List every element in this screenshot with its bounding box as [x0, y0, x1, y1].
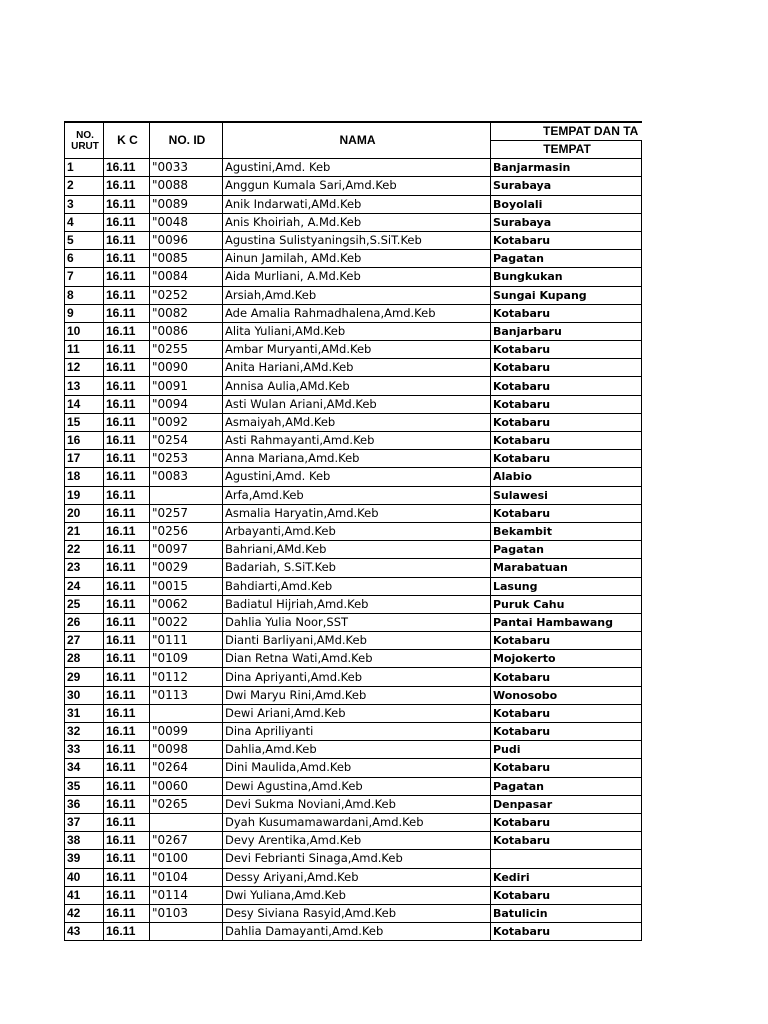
- cell-no[interactable]: 10: [65, 322, 104, 340]
- cell-no[interactable]: 23: [65, 559, 104, 577]
- cell-id[interactable]: "0096: [150, 231, 223, 249]
- cell-no[interactable]: 35: [65, 777, 104, 795]
- cell-tempat[interactable]: Kotabaru: [491, 450, 642, 468]
- cell-tempat[interactable]: Kotabaru: [491, 377, 642, 395]
- cell-kc[interactable]: 16.11: [104, 322, 150, 340]
- cell-kc[interactable]: 16.11: [104, 541, 150, 559]
- cell-kc[interactable]: 16.11: [104, 159, 150, 177]
- cell-no[interactable]: 8: [65, 286, 104, 304]
- cell-no[interactable]: 16: [65, 432, 104, 450]
- table-row: [65, 304, 642, 322]
- cell-no[interactable]: 25: [65, 595, 104, 613]
- cell-tempat[interactable]: Kotabaru: [491, 759, 642, 777]
- cell-nama[interactable]: Dahlia,Amd.Keb: [223, 741, 491, 759]
- cell-id[interactable]: "0082: [150, 304, 223, 322]
- cell-nama[interactable]: Anna Mariana,Amd.Keb: [223, 450, 491, 468]
- cell-id[interactable]: "0257: [150, 504, 223, 522]
- cell-tempat[interactable]: Kotabaru: [491, 395, 642, 413]
- cell-id[interactable]: "0097: [150, 541, 223, 559]
- table-row: [65, 413, 642, 431]
- cell-nama[interactable]: Arsiah,Amd.Keb: [223, 286, 491, 304]
- cell-nama[interactable]: Ambar Muryanti,AMd.Keb: [223, 341, 491, 359]
- table-row: [65, 486, 642, 504]
- cell-id[interactable]: [150, 813, 223, 831]
- cell-id[interactable]: "0111: [150, 632, 223, 650]
- table-row: [65, 468, 642, 486]
- cell-id[interactable]: "0265: [150, 795, 223, 813]
- table-row: [65, 741, 642, 759]
- cell-no[interactable]: 17: [65, 450, 104, 468]
- cell-id[interactable]: "0264: [150, 759, 223, 777]
- table-row: [65, 377, 642, 395]
- cell-no[interactable]: 39: [65, 850, 104, 868]
- cell-id[interactable]: "0104: [150, 868, 223, 886]
- cell-no[interactable]: 42: [65, 904, 104, 922]
- cell-id[interactable]: "0091: [150, 377, 223, 395]
- cell-kc[interactable]: 16.11: [104, 522, 150, 540]
- cell-id[interactable]: "0048: [150, 213, 223, 231]
- cell-kc[interactable]: 16.11: [104, 468, 150, 486]
- cell-no[interactable]: 34: [65, 759, 104, 777]
- table-row: [65, 723, 642, 741]
- cell-kc[interactable]: 16.11: [104, 213, 150, 231]
- cell-nama[interactable]: Dina Apriyanti,Amd.Keb: [223, 668, 491, 686]
- cell-no[interactable]: 38: [65, 832, 104, 850]
- cell-kc[interactable]: 16.11: [104, 850, 150, 868]
- cell-no[interactable]: 24: [65, 577, 104, 595]
- cell-no[interactable]: 9: [65, 304, 104, 322]
- cell-no[interactable]: 36: [65, 795, 104, 813]
- cell-id[interactable]: "0267: [150, 832, 223, 850]
- cell-tempat[interactable]: Sungai Kupang: [491, 286, 642, 304]
- cell-tempat[interactable]: Banjarbaru: [491, 322, 642, 340]
- cell-tempat[interactable]: Banjarmasin: [491, 159, 642, 177]
- cell-kc[interactable]: 16.11: [104, 886, 150, 904]
- cell-nama[interactable]: Badiatul Hijriah,Amd.Keb: [223, 595, 491, 613]
- cell-kc[interactable]: 16.11: [104, 304, 150, 322]
- table-row: [65, 177, 642, 195]
- cell-kc[interactable]: 16.11: [104, 795, 150, 813]
- cell-no[interactable]: 20: [65, 504, 104, 522]
- table-row: [65, 286, 642, 304]
- header-tempat-group: TEMPAT DAN TA: [491, 122, 642, 141]
- cell-id[interactable]: "0109: [150, 650, 223, 668]
- cell-id[interactable]: "0089: [150, 195, 223, 213]
- cell-id[interactable]: "0252: [150, 286, 223, 304]
- cell-no[interactable]: 22: [65, 541, 104, 559]
- table-row: [65, 522, 642, 540]
- cell-no[interactable]: 13: [65, 377, 104, 395]
- cell-kc[interactable]: 16.11: [104, 668, 150, 686]
- cell-tempat[interactable]: Marabatuan: [491, 559, 642, 577]
- table-row: [65, 668, 642, 686]
- cell-kc[interactable]: 16.11: [104, 504, 150, 522]
- table-row: [65, 613, 642, 631]
- cell-nama[interactable]: Dwi Yuliana,Amd.Keb: [223, 886, 491, 904]
- cell-no[interactable]: 3: [65, 195, 104, 213]
- table-row: [65, 577, 642, 595]
- table-row: [65, 359, 642, 377]
- cell-tempat[interactable]: Lasung: [491, 577, 642, 595]
- cell-tempat[interactable]: Bekambit: [491, 522, 642, 540]
- cell-nama[interactable]: Devi Sukma Noviani,Amd.Keb: [223, 795, 491, 813]
- cell-nama[interactable]: Dessy Ariyani,Amd.Keb: [223, 868, 491, 886]
- cell-tempat[interactable]: Kotabaru: [491, 886, 642, 904]
- cell-id[interactable]: "0029: [150, 559, 223, 577]
- cell-kc[interactable]: 16.11: [104, 832, 150, 850]
- table-row: [65, 813, 642, 831]
- cell-kc[interactable]: 16.11: [104, 268, 150, 286]
- table-row: [65, 395, 642, 413]
- cell-id[interactable]: "0088: [150, 177, 223, 195]
- cell-no[interactable]: 5: [65, 231, 104, 249]
- cell-id[interactable]: "0098: [150, 741, 223, 759]
- cell-nama[interactable]: Asmaiyah,AMd.Keb: [223, 413, 491, 431]
- cell-id[interactable]: "0094: [150, 395, 223, 413]
- cell-kc[interactable]: 16.11: [104, 377, 150, 395]
- table-row: [65, 595, 642, 613]
- cell-kc[interactable]: 16.11: [104, 632, 150, 650]
- cell-nama[interactable]: Asti Rahmayanti,Amd.Keb: [223, 432, 491, 450]
- cell-kc[interactable]: 16.11: [104, 686, 150, 704]
- header-nama: NAMA: [223, 122, 491, 159]
- cell-nama[interactable]: Annisa Aulia,AMd.Keb: [223, 377, 491, 395]
- table-row: [65, 250, 642, 268]
- cell-nama[interactable]: Dahlia Yulia Noor,SST: [223, 613, 491, 631]
- cell-nama[interactable]: Anggun Kumala Sari,Amd.Keb: [223, 177, 491, 195]
- cell-id[interactable]: "0255: [150, 341, 223, 359]
- cell-id[interactable]: "0114: [150, 886, 223, 904]
- cell-kc[interactable]: 16.11: [104, 450, 150, 468]
- cell-tempat[interactable]: Kotabaru: [491, 668, 642, 686]
- table-row: [65, 504, 642, 522]
- cell-no[interactable]: 31: [65, 704, 104, 722]
- cell-nama[interactable]: Dahlia Damayanti,Amd.Keb: [223, 923, 491, 941]
- cell-kc[interactable]: 16.11: [104, 904, 150, 922]
- cell-nama[interactable]: Devy Arentika,Amd.Keb: [223, 832, 491, 850]
- cell-kc[interactable]: 16.11: [104, 432, 150, 450]
- cell-tempat[interactable]: Kotabaru: [491, 359, 642, 377]
- cell-kc[interactable]: 16.11: [104, 777, 150, 795]
- cell-nama[interactable]: Agustini,Amd. Keb: [223, 159, 491, 177]
- cell-no[interactable]: 32: [65, 723, 104, 741]
- header-no-id: NO. ID: [150, 122, 223, 159]
- cell-kc[interactable]: 16.11: [104, 595, 150, 613]
- cell-tempat[interactable]: Pudi: [491, 741, 642, 759]
- table-row: [65, 559, 642, 577]
- table-row: [65, 832, 642, 850]
- cell-kc[interactable]: 16.11: [104, 231, 150, 249]
- cell-kc[interactable]: 16.11: [104, 577, 150, 595]
- cell-nama[interactable]: Agustina Sulistyaningsih,S.SiT.Keb: [223, 231, 491, 249]
- table-row: [65, 432, 642, 450]
- cell-nama[interactable]: Asti Wulan Ariani,AMd.Keb: [223, 395, 491, 413]
- cell-tempat[interactable]: Pantai Hambawang: [491, 613, 642, 631]
- header-kc: K C: [104, 122, 150, 159]
- table-row: [65, 341, 642, 359]
- cell-no[interactable]: 27: [65, 632, 104, 650]
- table-row: [65, 904, 642, 922]
- cell-no[interactable]: 1: [65, 159, 104, 177]
- cell-no[interactable]: 15: [65, 413, 104, 431]
- cell-id[interactable]: [150, 923, 223, 941]
- cell-kc[interactable]: 16.11: [104, 177, 150, 195]
- cell-no[interactable]: 29: [65, 668, 104, 686]
- table-row: [65, 777, 642, 795]
- table-row: [65, 704, 642, 722]
- cell-id[interactable]: "0256: [150, 522, 223, 540]
- cell-tempat[interactable]: Kotabaru: [491, 341, 642, 359]
- header-tempat: TEMPAT: [491, 141, 642, 159]
- cell-nama[interactable]: Desy Siviana Rasyid,Amd.Keb: [223, 904, 491, 922]
- table-row: [65, 159, 642, 177]
- cell-no[interactable]: 7: [65, 268, 104, 286]
- cell-kc[interactable]: 16.11: [104, 395, 150, 413]
- cell-nama[interactable]: Alita Yuliani,AMd.Keb: [223, 322, 491, 340]
- cell-tempat[interactable]: Puruk Cahu: [491, 595, 642, 613]
- cell-tempat[interactable]: Kotabaru: [491, 723, 642, 741]
- cell-kc[interactable]: 16.11: [104, 650, 150, 668]
- cell-no[interactable]: 12: [65, 359, 104, 377]
- header-no-urut: NO. URUT: [65, 122, 104, 159]
- cell-no[interactable]: 19: [65, 486, 104, 504]
- cell-kc[interactable]: 16.11: [104, 195, 150, 213]
- table-row: [65, 541, 642, 559]
- cell-tempat[interactable]: Kotabaru: [491, 432, 642, 450]
- cell-nama[interactable]: Dwi Maryu Rini,Amd.Keb: [223, 686, 491, 704]
- cell-tempat[interactable]: Mojokerto: [491, 650, 642, 668]
- cell-no[interactable]: 2: [65, 177, 104, 195]
- cell-nama[interactable]: Badariah, S.SiT.Keb: [223, 559, 491, 577]
- cell-no[interactable]: 4: [65, 213, 104, 231]
- cell-nama[interactable]: Dewi Ariani,Amd.Keb: [223, 704, 491, 722]
- cell-tempat[interactable]: Pagatan: [491, 250, 642, 268]
- cell-nama[interactable]: Dina Apriliyanti: [223, 723, 491, 741]
- cell-nama[interactable]: Anik Indarwati,AMd.Keb: [223, 195, 491, 213]
- cell-tempat[interactable]: Denpasar: [491, 795, 642, 813]
- cell-kc[interactable]: 16.11: [104, 759, 150, 777]
- cell-kc[interactable]: 16.11: [104, 286, 150, 304]
- table-row: [65, 231, 642, 249]
- cell-nama[interactable]: Anis Khoiriah, A.Md.Keb: [223, 213, 491, 231]
- table-row: [65, 923, 642, 941]
- cell-kc[interactable]: 16.11: [104, 723, 150, 741]
- cell-nama[interactable]: Arbayanti,Amd.Keb: [223, 522, 491, 540]
- cell-tempat[interactable]: Kediri: [491, 868, 642, 886]
- table-row: [65, 868, 642, 886]
- cell-tempat[interactable]: Pagatan: [491, 541, 642, 559]
- cell-id[interactable]: "0062: [150, 595, 223, 613]
- cell-id[interactable]: "0112: [150, 668, 223, 686]
- cell-tempat[interactable]: Kotabaru: [491, 704, 642, 722]
- cell-id[interactable]: "0022: [150, 613, 223, 631]
- cell-nama[interactable]: Dian Retna Wati,Amd.Keb: [223, 650, 491, 668]
- cell-nama[interactable]: Dini Maulida,Amd.Keb: [223, 759, 491, 777]
- cell-no[interactable]: 11: [65, 341, 104, 359]
- cell-no[interactable]: 43: [65, 923, 104, 941]
- table-row: [65, 686, 642, 704]
- cell-id[interactable]: "0100: [150, 850, 223, 868]
- table-row: [65, 795, 642, 813]
- cell-tempat[interactable]: Kotabaru: [491, 923, 642, 941]
- cell-id[interactable]: "0253: [150, 450, 223, 468]
- cell-no[interactable]: 28: [65, 650, 104, 668]
- cell-tempat[interactable]: [491, 850, 642, 868]
- cell-id[interactable]: "0099: [150, 723, 223, 741]
- cell-no[interactable]: 40: [65, 868, 104, 886]
- cell-no[interactable]: 41: [65, 886, 104, 904]
- cell-kc[interactable]: 16.11: [104, 868, 150, 886]
- cell-id[interactable]: "0090: [150, 359, 223, 377]
- cell-nama[interactable]: Dewi Agustina,Amd.Keb: [223, 777, 491, 795]
- cell-nama[interactable]: Dyah Kusumamawardani,Amd.Keb: [223, 813, 491, 831]
- cell-no[interactable]: 21: [65, 522, 104, 540]
- cell-tempat[interactable]: Pagatan: [491, 777, 642, 795]
- cell-tempat[interactable]: Kotabaru: [491, 413, 642, 431]
- cell-tempat[interactable]: Surabaya: [491, 177, 642, 195]
- data-table: [64, 121, 642, 941]
- cell-nama[interactable]: Agustini,Amd. Keb: [223, 468, 491, 486]
- table-row: [65, 650, 642, 668]
- cell-kc[interactable]: 16.11: [104, 741, 150, 759]
- cell-tempat[interactable]: Kotabaru: [491, 632, 642, 650]
- cell-no[interactable]: 14: [65, 395, 104, 413]
- cell-id[interactable]: "0083: [150, 468, 223, 486]
- cell-nama[interactable]: Asmalia Haryatin,Amd.Keb: [223, 504, 491, 522]
- cell-nama[interactable]: Anita Hariani,AMd.Keb: [223, 359, 491, 377]
- cell-tempat[interactable]: Kotabaru: [491, 832, 642, 850]
- table-body: [65, 159, 642, 941]
- cell-no[interactable]: 30: [65, 686, 104, 704]
- cell-nama[interactable]: Devi Febrianti Sinaga,Amd.Keb: [223, 850, 491, 868]
- cell-nama[interactable]: Dianti Barliyani,AMd.Keb: [223, 632, 491, 650]
- cell-id[interactable]: "0060: [150, 777, 223, 795]
- cell-no[interactable]: 33: [65, 741, 104, 759]
- cell-kc[interactable]: 16.11: [104, 359, 150, 377]
- cell-id[interactable]: "0086: [150, 322, 223, 340]
- cell-tempat[interactable]: Boyolali: [491, 195, 642, 213]
- cell-tempat[interactable]: Alabio: [491, 468, 642, 486]
- cell-tempat[interactable]: Kotabaru: [491, 304, 642, 322]
- cell-tempat[interactable]: Surabaya: [491, 213, 642, 231]
- cell-nama[interactable]: Bahriani,AMd.Keb: [223, 541, 491, 559]
- cell-kc[interactable]: 16.11: [104, 250, 150, 268]
- cell-id[interactable]: [150, 704, 223, 722]
- cell-id[interactable]: "0033: [150, 159, 223, 177]
- cell-kc[interactable]: 16.11: [104, 613, 150, 631]
- table-row: [65, 850, 642, 868]
- cell-nama[interactable]: Ade Amalia Rahmadhalena,Amd.Keb: [223, 304, 491, 322]
- cell-no[interactable]: 6: [65, 250, 104, 268]
- cell-tempat[interactable]: Sulawesi: [491, 486, 642, 504]
- cell-kc[interactable]: 16.11: [104, 413, 150, 431]
- cell-no[interactable]: 26: [65, 613, 104, 631]
- cell-tempat[interactable]: Wonosobo: [491, 686, 642, 704]
- cell-kc[interactable]: 16.11: [104, 704, 150, 722]
- cell-kc[interactable]: 16.11: [104, 486, 150, 504]
- table-row: [65, 886, 642, 904]
- spreadsheet: [64, 121, 641, 941]
- cell-id[interactable]: "0084: [150, 268, 223, 286]
- cell-id[interactable]: "0092: [150, 413, 223, 431]
- cell-kc[interactable]: 16.11: [104, 341, 150, 359]
- table-row: [65, 322, 642, 340]
- cell-tempat[interactable]: Kotabaru: [491, 813, 642, 831]
- cell-id[interactable]: [150, 486, 223, 504]
- cell-id[interactable]: "0254: [150, 432, 223, 450]
- cell-nama[interactable]: Arfa,Amd.Keb: [223, 486, 491, 504]
- cell-tempat[interactable]: Kotabaru: [491, 231, 642, 249]
- cell-tempat[interactable]: Kotabaru: [491, 504, 642, 522]
- table-row: [65, 195, 642, 213]
- table-row: [65, 759, 642, 777]
- cell-kc[interactable]: 16.11: [104, 813, 150, 831]
- cell-no[interactable]: 37: [65, 813, 104, 831]
- cell-kc[interactable]: 16.11: [104, 559, 150, 577]
- cell-tempat[interactable]: Batulicin: [491, 904, 642, 922]
- cell-id[interactable]: "0085: [150, 250, 223, 268]
- cell-id[interactable]: "0015: [150, 577, 223, 595]
- cell-nama[interactable]: Ainun Jamilah, AMd.Keb: [223, 250, 491, 268]
- table-row: [65, 268, 642, 286]
- cell-no[interactable]: 18: [65, 468, 104, 486]
- cell-id[interactable]: "0113: [150, 686, 223, 704]
- table-row: [65, 632, 642, 650]
- table-row: [65, 450, 642, 468]
- cell-nama[interactable]: Bahdiarti,Amd.Keb: [223, 577, 491, 595]
- cell-id[interactable]: "0103: [150, 904, 223, 922]
- cell-tempat[interactable]: Bungkukan: [491, 268, 642, 286]
- cell-nama[interactable]: Aida Murliani, A.Md.Keb: [223, 268, 491, 286]
- cell-kc[interactable]: 16.11: [104, 923, 150, 941]
- table-header: [65, 122, 642, 159]
- table-row: [65, 213, 642, 231]
